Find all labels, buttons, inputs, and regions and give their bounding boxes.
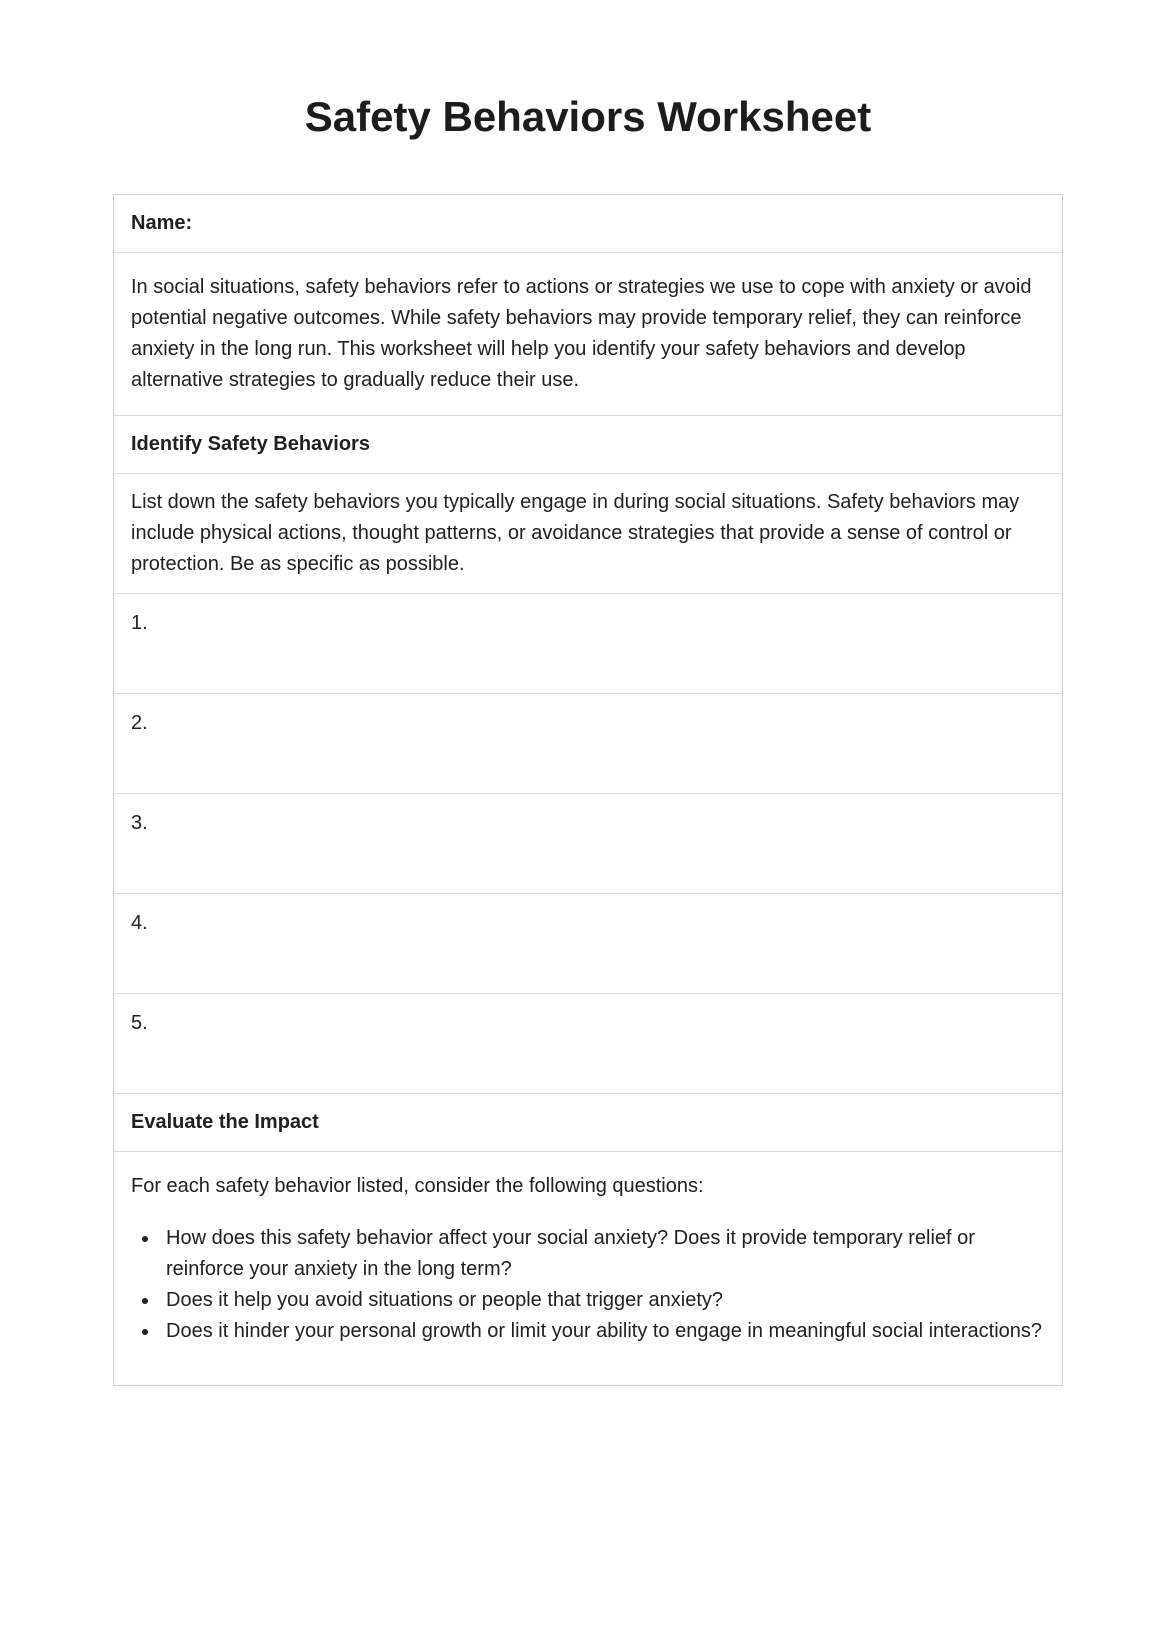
behavior-entry-row-3[interactable]	[114, 793, 1062, 893]
name-entry-field[interactable]	[200, 208, 1045, 239]
entry-number: 4.	[131, 912, 148, 934]
behavior-entry-row-4[interactable]	[114, 893, 1062, 993]
entry-number: 5.	[131, 1012, 148, 1034]
name-label: Name:	[131, 212, 193, 234]
questions-list	[131, 1223, 1045, 1347]
evaluate-section-body	[114, 1151, 1062, 1385]
name-row	[114, 195, 1062, 252]
worksheet-card	[113, 194, 1063, 1386]
behavior-entry-row-1[interactable]	[114, 593, 1062, 693]
intro-text: In social situations, safety behaviors refer to actions or strategies we use to cope with anxiety or avoid potential negative outcomes. While safety behaviors may provide temporary relief, they can reinforce anxiety in the long run. This worksheet will help you identify your safety behaviors and develop alternative strategies to gradually reduce their use.	[114, 252, 1062, 415]
entry-number: 3.	[131, 812, 148, 834]
evaluate-section-instructions: For each safety behavior listed, consider the following questions:	[131, 1175, 704, 1197]
identify-section-instructions: List down the safety behaviors you typically engage in during social situations. Safety behaviors may include physical actions, thought patterns, or avoidance strategies that provide a sense of control or protection. Be as specific as possible.	[114, 473, 1062, 593]
identify-section-heading: Identify Safety Behaviors	[114, 415, 1062, 473]
behavior-entry-row-5[interactable]	[114, 993, 1062, 1093]
entry-number: 2.	[131, 712, 148, 734]
behavior-entry-row-2[interactable]	[114, 693, 1062, 793]
question-item: • Does it help you avoid situations or people that trigger anxiety?	[160, 1285, 1045, 1316]
question-item: • How does this safety behavior affect your social anxiety? Does it provide temporary relief or reinforce your anxiety in the long term?	[160, 1223, 1045, 1285]
entry-number: 1.	[131, 612, 148, 634]
evaluate-section-heading: Evaluate the Impact	[114, 1093, 1062, 1151]
page-title: Safety Behaviors Worksheet	[304, 93, 872, 140]
question-item: • Does it hinder your personal growth or limit your ability to engage in meaningful social interactions?	[160, 1316, 1045, 1347]
